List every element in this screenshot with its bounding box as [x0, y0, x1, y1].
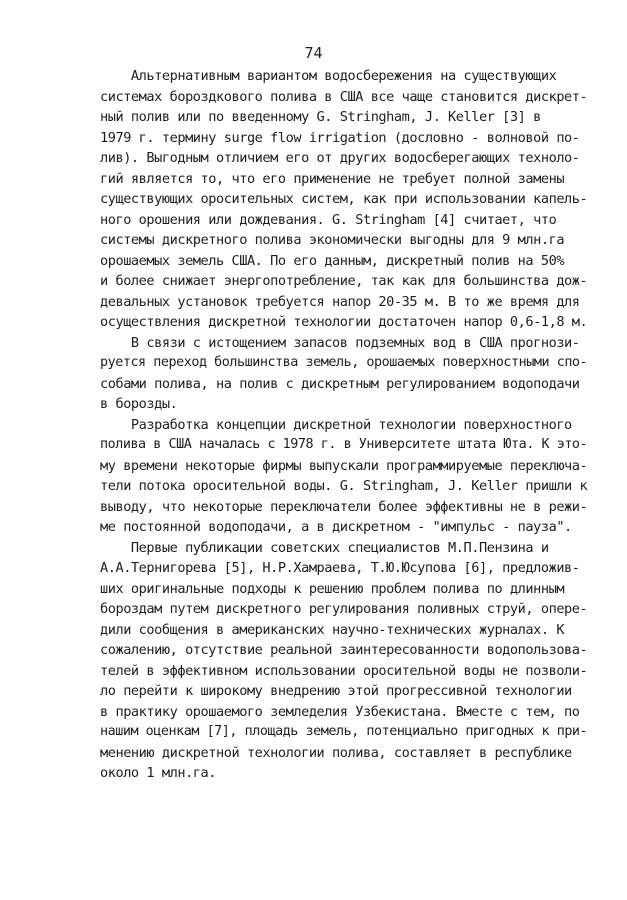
text-line: сожалению, отсутствие реальной заинтересованности водопользова- — [100, 642, 588, 658]
text-line: осуществления дискретной технологии достаточен напор 0,6-1,8 м. — [100, 314, 588, 330]
text-line: гий является то, что его применение не требует полной замены — [100, 170, 565, 187]
text-line: орошаемых земель США. По его данным, дискретный полив на 50% — [100, 252, 565, 269]
text-line: Разработка концепции дискретной технологии поверхностного — [100, 416, 572, 433]
text-line: А.А.Тернигорева [5], Н.Р.Хамраева, Т.Ю.Юсупова [6], предложив- — [100, 560, 580, 576]
text-line: менению дискретной технологии полива, составляет в республике — [100, 744, 572, 761]
text-line: дили сообщения в американских научно-технических журналах. К — [100, 621, 565, 638]
text-line: Альтернативным вариантом водосбережения на существующих — [100, 68, 557, 84]
text-line: девальных установок требуется напор 20-35 м. В то же время для — [100, 293, 580, 310]
text-line: ный полив или по введенному G. Stringham, J. Keller [3] в — [100, 109, 541, 125]
text-line: около 1 млн.га. — [100, 765, 217, 781]
text-line: ного орошения или дождевания. G. Stringham [4] считает, что — [100, 211, 557, 228]
text-line: бороздам путем дискретного регулирования поливных струй, опере- — [100, 601, 588, 617]
text-line: тели потока оросительной воды. G. Stringham, J. Keller пришли к — [100, 478, 588, 494]
text-line: полива в США началась с 1978 г. в Университете штата Юта. К это- — [100, 437, 588, 452]
text-line: лив). Выгодным отличием его от других водосберегающих техноло- — [100, 150, 580, 166]
text-line: в борозды. — [100, 396, 178, 412]
text-line: и более снижает энергопотребление, так как для большинства дож- — [100, 273, 588, 289]
text-line: 1979 г. термину surge flow irrigation (дословно - волновой по- — [100, 129, 580, 146]
text-line: му времени некоторые фирмы выпускали программируемые переключа- — [100, 457, 588, 474]
page-number: 74 — [304, 44, 323, 62]
text-line: существующих оросительных систем, как при использовании капель- — [100, 191, 588, 207]
text-line: нашим оценкам [7], площадь земель, потенциально пригодных к при- — [100, 724, 588, 739]
text-line: ме постоянной водоподачи, а в дискретном - "импульс - пауза". — [100, 519, 572, 535]
text-line: Первые публикации советских специалистов М.П.Пензина и — [100, 539, 549, 556]
text-line: собами полива, на полив с дискретным регулированием водоподачи — [100, 375, 580, 392]
text-line: в практику орошаемого земледелия Узбекистана. Вместе с тем, по — [100, 703, 580, 720]
text-line: системы дискретного полива экономически выгодны для 9 млн.га — [100, 232, 565, 248]
text-line: В связи с истощением запасов подземных вод в США прогнози- — [100, 334, 580, 351]
text-line: ло перейти к широкому внедрению этой прогрессивной технологии — [100, 683, 572, 699]
text-line: руется переход большинства земель, орошаемых поверхностными спо- — [100, 355, 588, 370]
text-line: ших оригинальные подходы к решению проблем полива по длинным — [100, 580, 565, 597]
text-line: системах бороздкового полива в США все чаще становится дискрет- — [100, 88, 588, 105]
text-line: телей в эффективном использовании оросительной воды не позволи- — [100, 662, 588, 679]
text-line: выводу, что некоторые переключатели более эффективны не в режи- — [100, 498, 588, 515]
